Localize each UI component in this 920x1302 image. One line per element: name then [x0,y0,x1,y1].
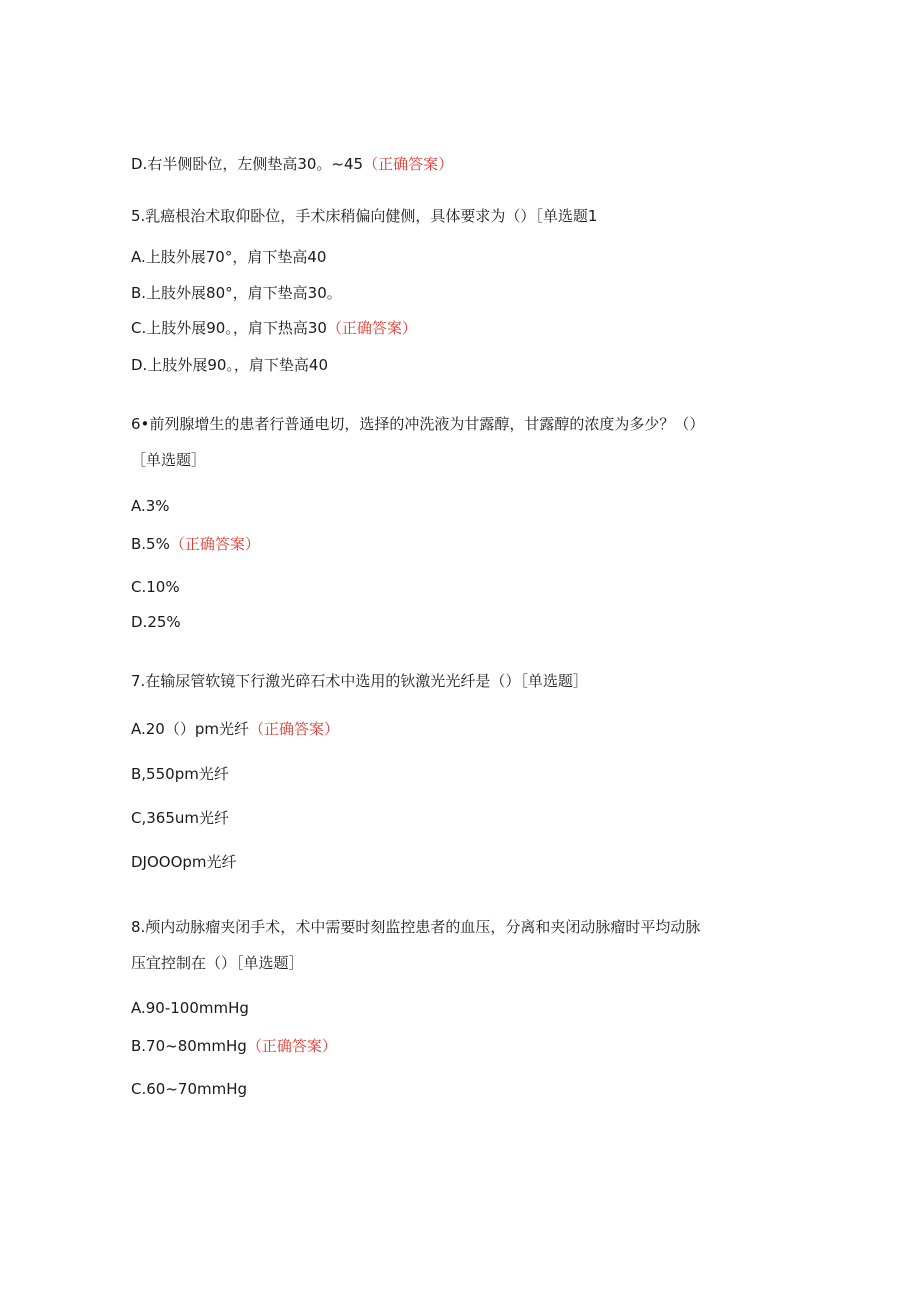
q5-option-b: B.上肢外展80°，肩下垫高30。 [131,284,342,302]
option-text: B.5% [131,535,170,553]
option-text: A.20（）pm光纤 [131,720,249,738]
q6-stem-line1: 6•前列腺增生的患者行普通电切，选择的冲洗液为甘露醇，甘露醇的浓度为多少？（） [131,415,705,433]
correct-answer-mark: （正确答案） [326,319,417,337]
option-text: D.右半侧卧位，左侧垫高30。~45 [131,155,364,173]
q6-option-c: C.10% [131,578,180,596]
correct-answer-mark: （正确答案） [169,535,260,553]
option-text: B.70~80mmHg [131,1037,247,1055]
correct-answer-mark: （正确答案） [363,155,454,173]
q8-stem-line1: 8.颅内动脉瘤夹闭手术，术中需要时刻监控患者的血压，分离和夹闭动脉瘤时平均动脉 [131,918,701,936]
q7-option-a [131,719,339,739]
q5-option-c [131,318,417,338]
q6-option-b [131,534,260,554]
q7-option-b: B,550pm光纤 [131,765,229,783]
q7-stem: 7.在输尿管软镜下行激光碎石术中选用的钬激光光纤是（）［单选题］ [131,672,588,690]
q5-stem: 5.乳癌根治术取仰卧位，手术床稍偏向健侧，具体要求为（）［单选题1 [131,207,598,225]
q7-option-c: C,365um光纤 [131,809,229,827]
q8-option-a: A.90-100mmHg [131,999,249,1017]
q5-option-a: A.上肢外展70°，肩下垫高40 [131,248,327,266]
q8-option-c: C.60~70mmHg [131,1080,248,1098]
q5-option-d: D.上肢外展90。，肩下垫高40 [131,356,328,374]
q8-option-b [131,1036,337,1056]
q6-option-d: D.25% [131,613,181,631]
q6-stem-line2: ［单选题］ [131,451,207,469]
q7-option-d: DJOOOpm光纤 [131,853,237,871]
correct-answer-mark: （正确答案） [246,1037,337,1055]
option-text: C.上肢外展90。，肩下热高30 [131,319,327,337]
correct-answer-mark: （正确答案） [249,720,340,738]
q8-stem-line2: 压宜控制在（）［单选题］ [131,954,304,972]
q4-option-d [131,154,453,174]
q6-option-a: A.3% [131,497,170,515]
